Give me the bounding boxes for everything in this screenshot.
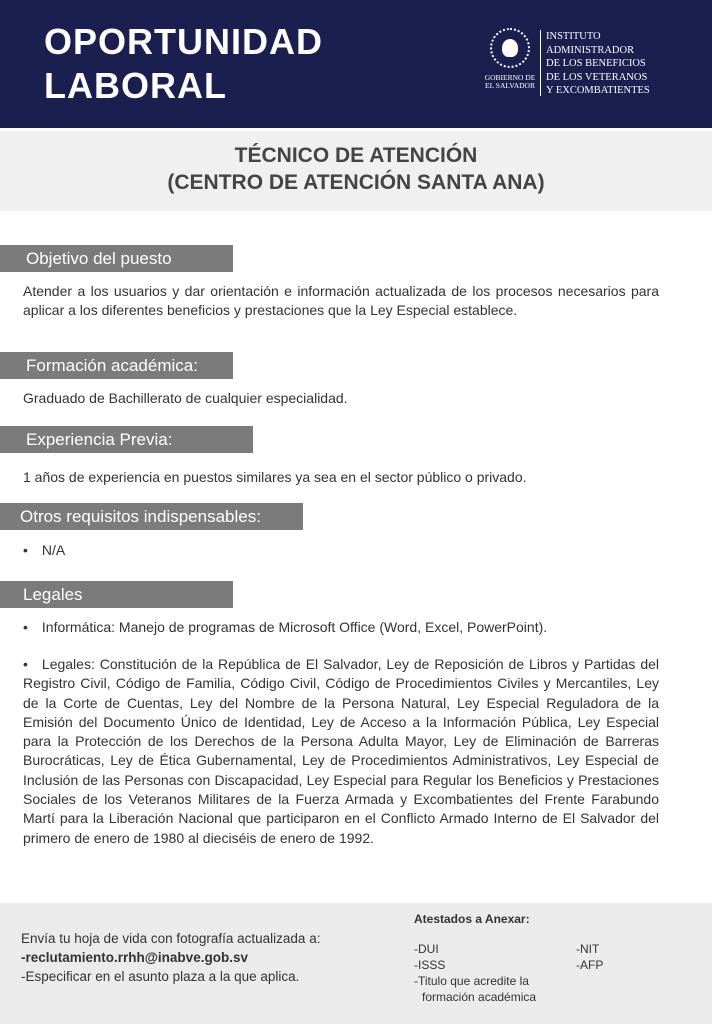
annex-title: Atestados a Anexar:: [414, 912, 530, 926]
annex-item: formación académica: [422, 990, 537, 1004]
institute-line: INSTITUTO: [546, 31, 601, 42]
annex-item: -NIT: [576, 942, 600, 956]
gov-text: EL SALVADOR: [485, 81, 535, 90]
divider: [540, 30, 541, 96]
section-header-otros: Otros requisitos indispensables:: [0, 503, 303, 530]
experiencia-text: 1 años de experiencia en puestos similares ya sea en el sector público o privado.: [23, 469, 527, 485]
legales-item: • Legales: Constitución de la República de El Salvador, Ley de Reposición de Libros y Partidas del Registro Civil, Código de Familia, Código Civil, Código de Procedimientos Civiles y Mercantiles, Ley de la Corte de Cuentas, Ley del Nombre de la Persona Natural, Ley Especial Reguladora de la Emisión del Documento Único de Identidad, Ley de Acceso a la Información Pública, Ley Especial para la Protección de los Derechos de la Persona Adulta Mayor, Ley de Eliminación de Barreras Burocráticas, Ley de Ética Gubernamental, Ley de Procedimientos Administrativos, Ley Especial de Inclusión de las Personas con Discapacidad, Ley Especial para Regular los Beneficios y Prestaciones Sociales de los Veteranos Militares de la Fuerza Armada y Excombatientes del Frente Farabundo Martí para la Liberación Nacional que participaron en el Conflicto Armado Interno de El Salvador del primero de enero de 1980 al dieciséis de enero de 1992.: [23, 655, 659, 848]
banner-title: [44, 20, 323, 108]
institute-name: [546, 30, 650, 98]
institute-line: DE LOS BENEFICIOS: [546, 58, 646, 69]
objetivo-text: Atender a los usuarios y dar orientación e información actualizada de los procesos necesarios para aplicar a los diferentes beneficios y prestaciones que la Ley Especial establece.: [23, 283, 659, 319]
title-line: OPORTUNIDAD: [44, 21, 323, 62]
government-logo: [480, 28, 540, 98]
title-line: LABORAL: [44, 65, 227, 106]
gov-text: GOBIERNO DE: [484, 73, 536, 82]
send-text: Envía tu hoja de vida con fotografía actualizada a:: [21, 931, 321, 946]
section-header-formacion: Formación académica:: [0, 352, 233, 379]
institute-line: ADMINISTRADOR: [546, 44, 635, 56]
subject-note: -Especificar en el asunto plaza a la que aplica.: [21, 969, 300, 984]
email-link[interactable]: -reclutamiento.rrhh@inabve.gob.sv: [21, 950, 248, 965]
legales-item: • Informática: Manejo de programas de Microsoft Office (Word, Excel, PowerPoint).: [23, 618, 659, 637]
formacion-text: Graduado de Bachillerato de cualquier especialidad.: [23, 390, 348, 406]
position-location: (CENTRO DE ATENCIÓN SANTA ANA): [167, 171, 545, 194]
position-name: TÉCNICO DE ATENCIÓN: [234, 144, 478, 167]
section-header-experiencia: Experiencia Previa:: [0, 426, 253, 453]
footer-box: [0, 903, 712, 1024]
otros-item: • N/A: [23, 541, 659, 560]
annex-list: [414, 911, 604, 1005]
annex-item: -DUI: [414, 942, 439, 956]
application-instructions: [21, 929, 320, 986]
seal-icon: [490, 28, 530, 68]
position-title: [0, 131, 712, 211]
section-header-objetivo: Objetivo del puesto: [0, 245, 233, 272]
header-banner: [0, 0, 712, 128]
institute-line: Y EXCOMBATIENTES: [546, 85, 650, 96]
section-header-legales: Legales: [0, 581, 233, 608]
institute-line: DE LOS VETERANOS: [546, 71, 648, 83]
annex-item: -ISSS: [414, 958, 446, 972]
annex-item: -Titulo que acredite la: [414, 974, 529, 988]
annex-item: -AFP: [576, 958, 604, 972]
